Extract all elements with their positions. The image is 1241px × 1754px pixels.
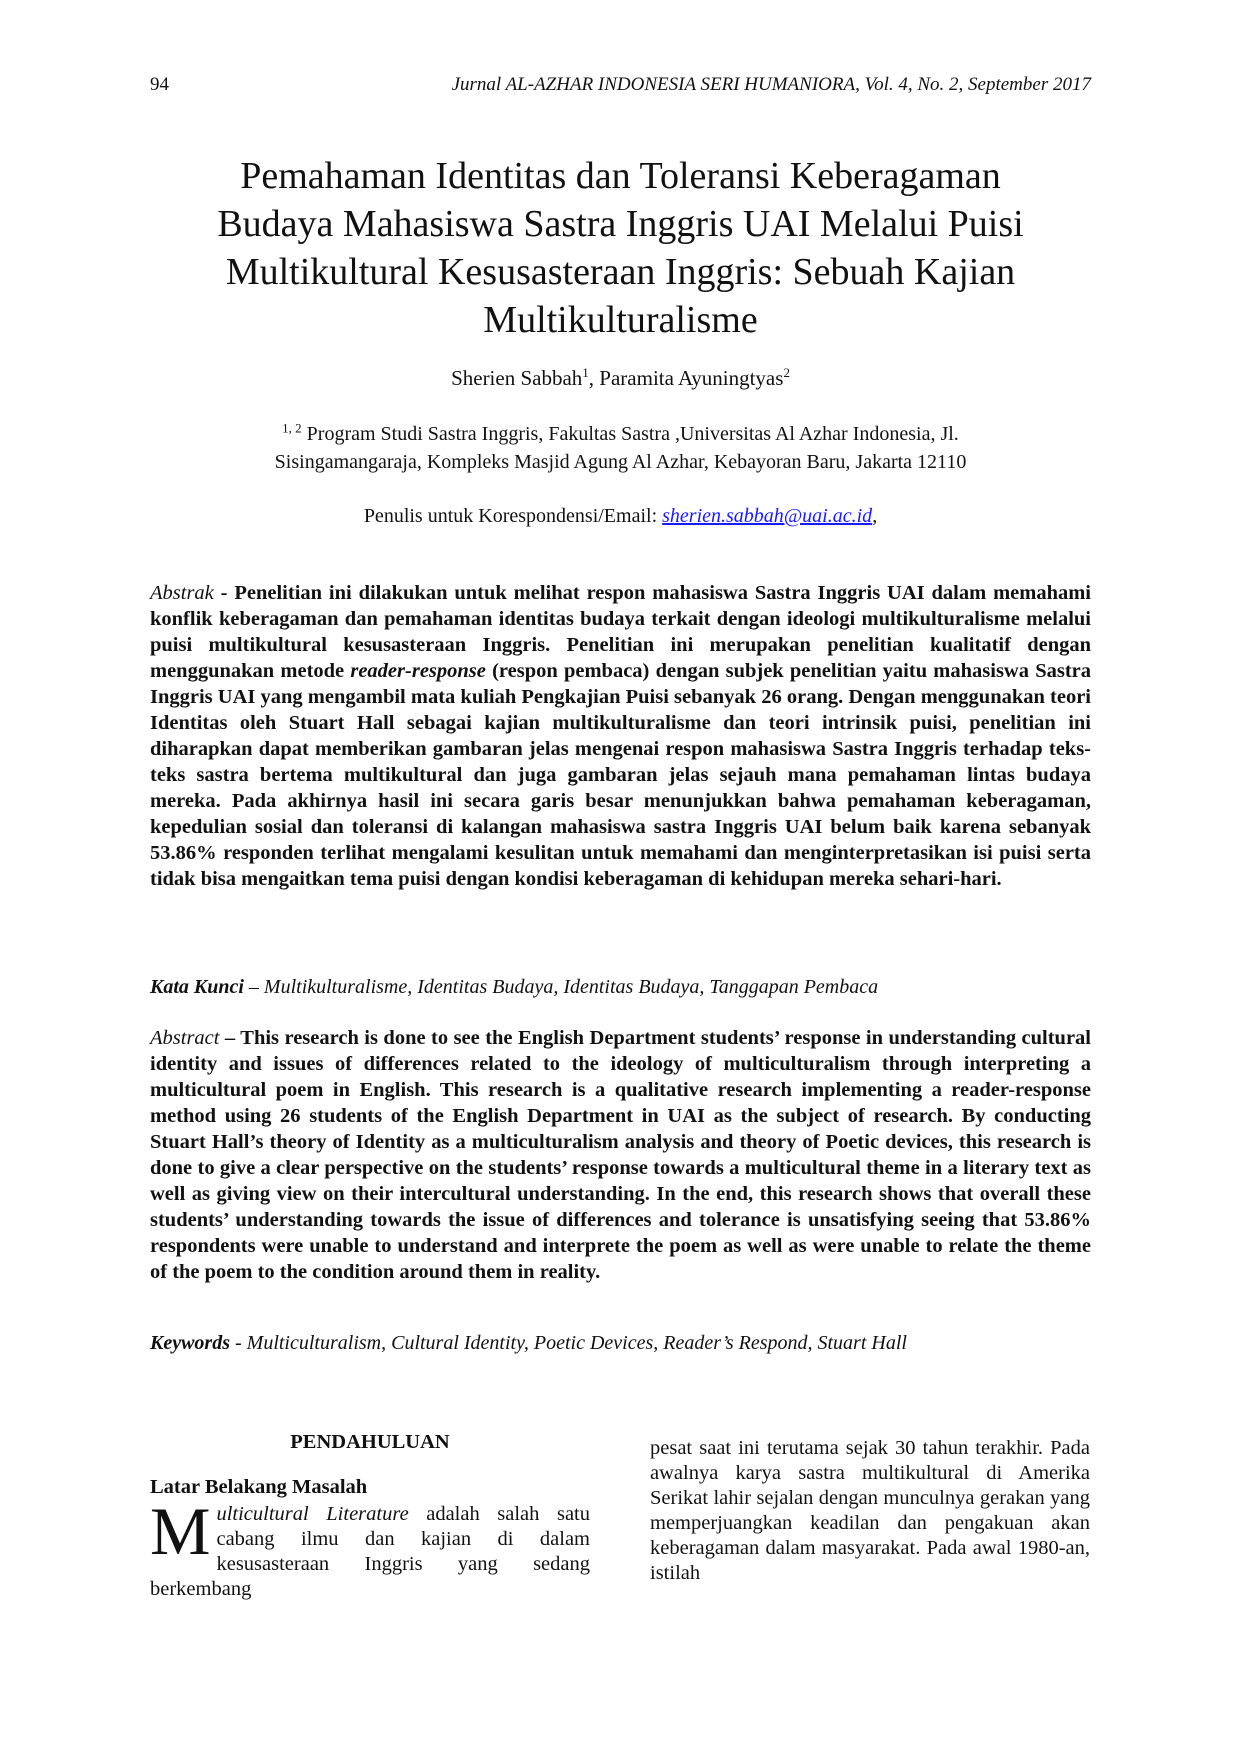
- author-separator: ,: [588, 366, 600, 390]
- keywords-text: - Multiculturalism, Cultural Identity, Poetic Devices, Reader’s Respond, Stuart Hall: [230, 1332, 907, 1354]
- running-header: [150, 74, 1091, 100]
- keywords: [150, 1332, 1091, 1355]
- subsection-heading: Latar Belakang Masalah: [150, 1476, 368, 1498]
- abstrak-label: Abstrak: [150, 582, 214, 604]
- author-affiliation-marker: 1: [582, 365, 589, 380]
- correspondence: [150, 505, 1091, 528]
- correspondence-trail: ,: [872, 505, 878, 527]
- abstrak-separator: -: [213, 582, 235, 604]
- title-line: Multikulturalisme: [483, 299, 758, 341]
- intro-text: adalah salah satu cabang ilmu dan kajian di dalam kesusasteraan Inggris yang sedang berkembang: [150, 1503, 590, 1600]
- email-link[interactable]: sherien.sabbah@uai.ac.id: [662, 505, 873, 527]
- article-title: [150, 152, 1091, 344]
- section-heading: PENDAHULUAN: [290, 1431, 450, 1453]
- abstract-label: Abstract: [150, 1027, 220, 1049]
- page-number: 94: [150, 74, 169, 95]
- abstract-separator: –: [219, 1027, 241, 1049]
- author-list: [150, 366, 1091, 391]
- kata-kunci-label: Kata Kunci: [150, 976, 244, 998]
- title-line: Budaya Mahasiswa Sastra Inggris UAI Melalui Puisi: [217, 203, 1024, 245]
- author-name: Sherien Sabbah: [451, 366, 583, 390]
- intro-italic-term: ulticultural Literature: [216, 1503, 409, 1525]
- journal-citation: Jurnal AL-AZHAR INDONESIA SERI HUMANIORA, Vol. 4, No. 2, September 2017: [451, 74, 1091, 95]
- affiliation-marker: 1, 2: [282, 420, 302, 436]
- affiliation-line: Sisingamangaraja, Kompleks Masjid Agung Al Azhar, Kebayoran Baru, Jakarta 12110: [274, 451, 967, 473]
- abstrak-method-term: reader-response: [350, 660, 486, 682]
- abstract-text: This research is done to see the English Department students’ response in understanding cultural identity and issues of differences related to the ideology of multiculturalism through interpreting a multicultural poem in English. This research is a qualitative research implementing a reader-response method using 26 students of the English Department in UAI as the subject of research. By conducting Stuart Hall’s theory of Identity as a multiculturalism analysis and theory of Poetic devices, this research is done to give a clear perspective on the students’ response towards a multicultural theme in a literary text as well as giving view on their intercultural understanding. In the end, this research shows that overall these students’ understanding towards the issue of differences and tolerance is unsatisfying seeing that 53.86% respondents were unable to understand and interprete the poem as well as were unable to relate the theme of the poem to the condition around them in reality.: [150, 1027, 1091, 1283]
- drop-cap: M: [150, 1493, 211, 1569]
- abstract-paragraph: [150, 1025, 1091, 1285]
- intro-paragraph: [150, 1493, 590, 1602]
- abstrak-text: Penelitian ini dilakukan untuk melihat respon mahasiswa Sastra Inggris UAI dalam memahami konflik keberagaman dan pemahaman identitas budaya terkait dengan ideologi multikulturalisme melalui puisi multikultural kesusasteraan Inggris. Penelitian ini merupakan penelitian kualitatif dengan menggunakan metode: [150, 582, 1091, 682]
- keywords-label: Keywords: [150, 1332, 230, 1354]
- kata-kunci-text: – Multikulturalisme, Identitas Budaya, Identitas Budaya, Tanggapan Pembaca: [243, 976, 879, 998]
- affiliation: [150, 420, 1091, 476]
- affiliation-line: Program Studi Sastra Inggris, Fakultas Sastra ,Universitas Al Azhar Indonesia, Jl.: [301, 423, 959, 445]
- left-column: [150, 1430, 590, 1602]
- author-affiliation-marker: 2: [783, 365, 790, 380]
- right-column: [650, 1436, 1090, 1586]
- correspondence-label: Penulis untuk Korespondensi/Email:: [363, 505, 663, 527]
- intro-continued-text: pesat saat ini terutama sejak 30 tahun terakhir. Pada awalnya karya sastra multikultural di Amerika Serikat lahir sejalan dengan munculnya gerakan yang memperjuangkan keadilan dan pengakuan akan keberagaman dalam masyarakat. Pada awal 1980-an, istilah: [650, 1437, 1090, 1584]
- title-line: Multikultural Kesusasteraan Inggris: Sebuah Kajian: [225, 251, 1016, 293]
- abstrak-text: (respon pembaca) dengan subjek penelitian yaitu mahasiswa Sastra Inggris UAI yang mengambil mata kuliah Pengkajian Puisi sebanyak 26 orang. Dengan menggunakan teori Identitas oleh Stuart Hall sebagai kajian multikulturalisme dan teori intrinsik puisi, penelitian ini diharapkan dapat memberikan gambaran jelas mengenai respon mahasiswa Sastra Inggris terhadap teks-teks sastra bertema multikultural dan juga gambaran jelas sejauh mana pemahaman lintas budaya mereka. Pada akhirnya hasil ini secara garis besar menunjukkan bahwa pemahaman keberagaman, kepedulian sosial dan toleransi di kalangan mahasiswa sastra Inggris UAI belum baik karena sebanyak 53.86% responden terlihat mengalami kesulitan untuk memahami dan menginterpretasikan isi puisi serta tidak bisa mengaitkan tema puisi dengan kondisi keberagaman di kehidupan mereka sehari-hari.: [150, 660, 1091, 890]
- author-name: Paramita Ayuningtyas: [599, 366, 784, 390]
- abstrak-paragraph: [150, 580, 1091, 892]
- kata-kunci: [150, 976, 1091, 999]
- title-line: Pemahaman Identitas dan Toleransi Keberagaman: [240, 155, 1001, 197]
